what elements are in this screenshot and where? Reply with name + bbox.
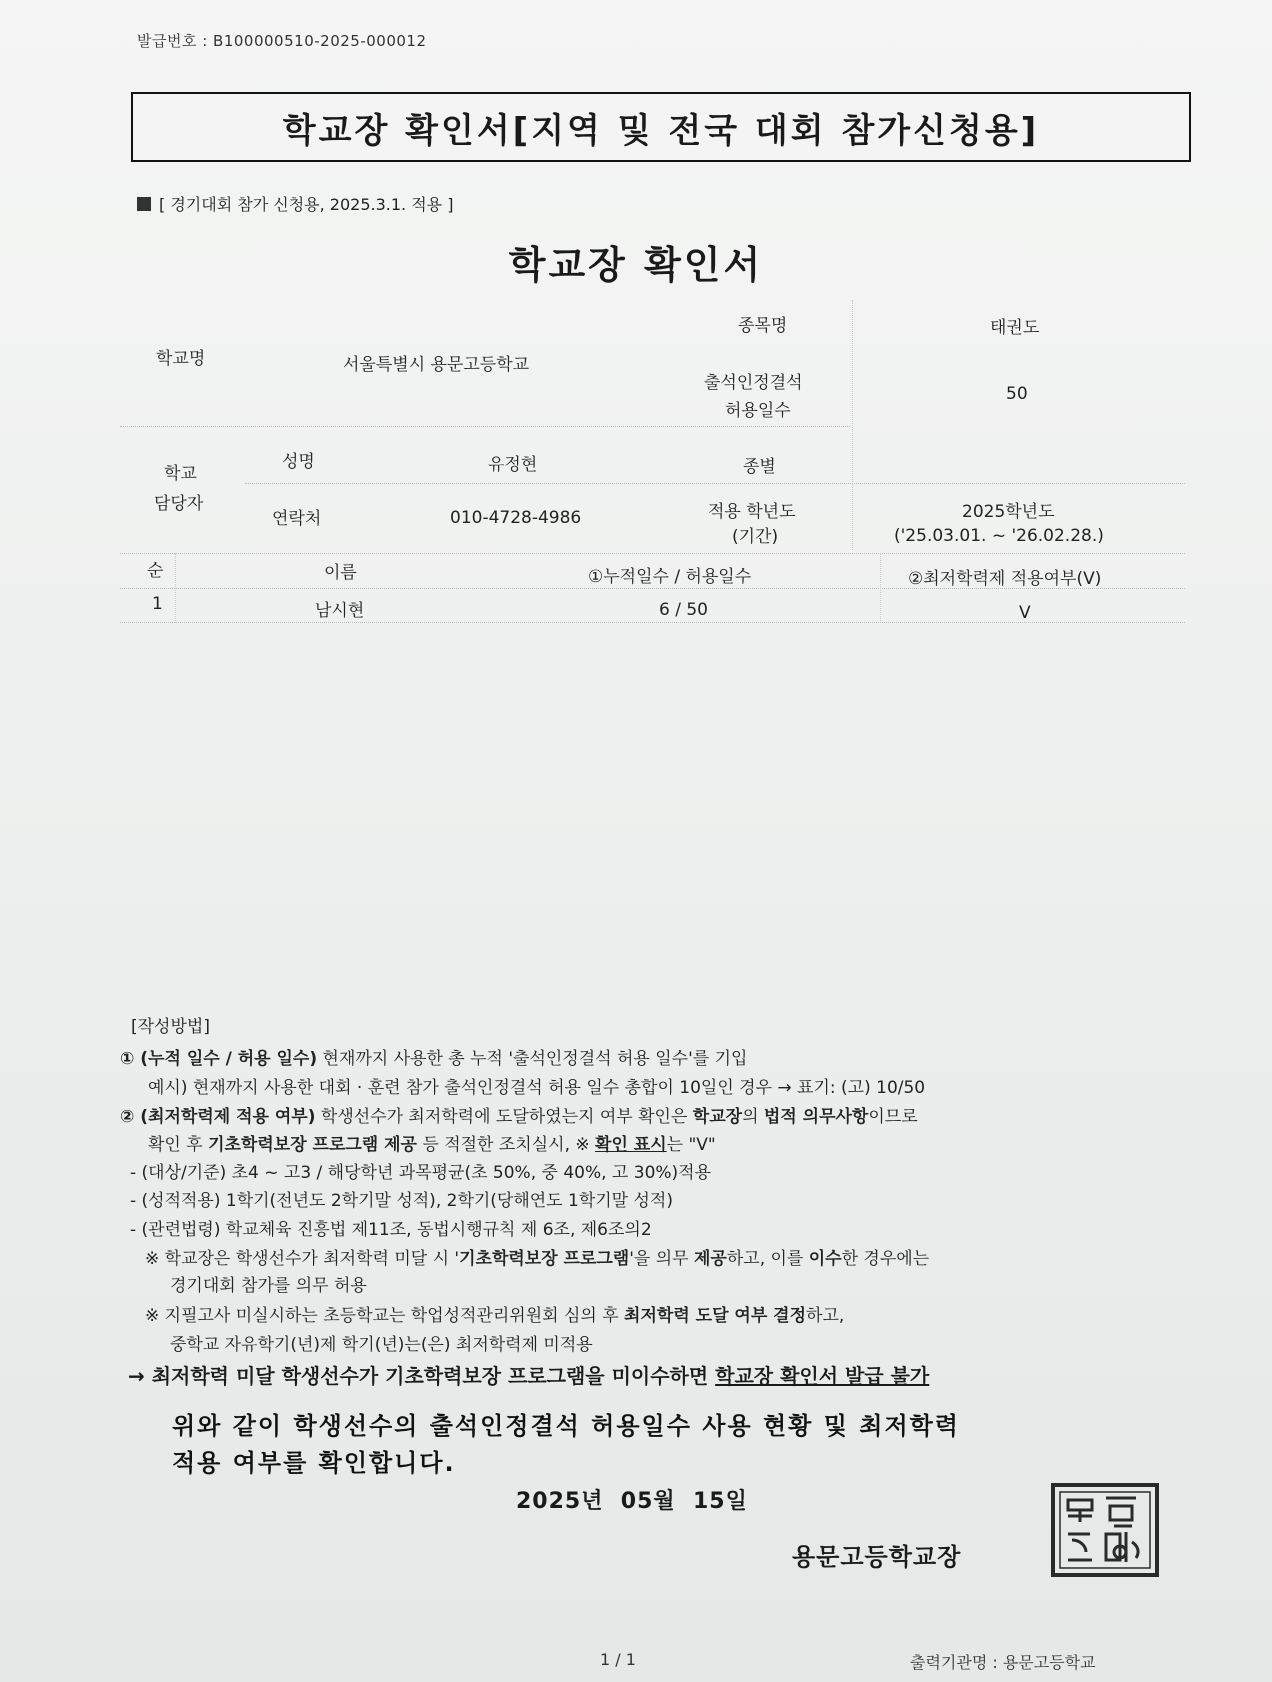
guide-line-10 xyxy=(145,1301,844,1326)
year-value-2: ('25.03.01. ~ '26.02.28.) xyxy=(894,526,1104,546)
table-header-no: 순 xyxy=(147,561,164,581)
guide-line-8-emph-3: 이수 xyxy=(808,1249,842,1269)
table-header-days: ①누적일수 / 허용일수 xyxy=(588,567,752,587)
guide-line-3 xyxy=(120,1102,918,1127)
guide-line-3-emph-2: 법적 의무사항 xyxy=(763,1107,869,1127)
guide-line-3-text: 학생선수가 최저학력에 도달하였는지 여부 확인은 xyxy=(315,1107,693,1127)
table-header-name: 이름 xyxy=(324,563,357,583)
guide-line-8-emph-2: 제공 xyxy=(693,1249,727,1269)
school-name-value: 서울특별시 용문고등학교 xyxy=(343,355,530,375)
official-seal xyxy=(1050,1482,1160,1582)
confirm-line-2: 적용 여부를 확인합니다. xyxy=(172,1449,456,1477)
guide-line-8-text-2: '을 의무 xyxy=(629,1249,694,1269)
issue-number: 발급번호 : B100000510-2025-000012 xyxy=(137,32,427,50)
contact-label: 연락처 xyxy=(272,509,322,529)
name-value: 유정현 xyxy=(488,455,538,475)
guide-line-9: 경기대회 참가를 의무 허용 xyxy=(170,1276,367,1296)
table-header-min-academic: ②최저학력제 적용여부(V) xyxy=(908,569,1102,589)
output-organization: 출력기관명 : 용문고등학교 xyxy=(910,1653,1096,1672)
header-title: 학교장 확인서[지역 및 전국 대회 참가신청용] xyxy=(282,110,1040,151)
guide-line-4-underlined: 확인 표시 xyxy=(595,1135,667,1155)
divider xyxy=(120,426,850,427)
divider xyxy=(120,588,1185,589)
page-indicator: 1 / 1 xyxy=(600,1650,636,1669)
guide-line-10-text: ※ 지필고사 미실시하는 초등학교는 학업성적관리위원회 심의 후 xyxy=(145,1306,625,1326)
guide-line-8 xyxy=(145,1244,929,1269)
guide-line-3-emph-1: 학교장 xyxy=(692,1107,743,1127)
manager-label-2: 담당자 xyxy=(154,494,204,514)
divider xyxy=(245,483,1185,484)
issue-date: 2025년 05월 15일 xyxy=(516,1489,748,1514)
column-divider xyxy=(880,553,881,623)
sub-note-text: [ 경기대회 참가 신청용, 2025.3.1. 적용 ] xyxy=(159,195,454,214)
guide-line-5: - (대상/기준) 초4 ~ 고3 / 해당학년 과목평균(초 50%, 중 40%, 고 30%)적용 xyxy=(130,1163,712,1183)
event-label: 종목명 xyxy=(738,316,788,336)
guide-line-1-term: ① (누적 일수 / 허용 일수) xyxy=(120,1049,318,1069)
guide-line-12-underlined: 학교장 확인서 발급 불가 xyxy=(715,1364,930,1388)
guide-line-6: - (성적적용) 1학기(전년도 2학기말 성적), 2학기(당해연도 1학기말 성적) xyxy=(130,1191,673,1211)
guide-line-7: - (관련법령) 학교체육 진흥법 제11조, 동법시행규칙 제 6조, 제6조의2 xyxy=(130,1220,652,1240)
guide-line-8-text: ※ 학교장은 학생선수가 최저학력 미달 시 ' xyxy=(145,1249,460,1269)
divider xyxy=(120,622,1185,623)
sub-note xyxy=(137,192,453,215)
guide-line-4-text: 확인 후 xyxy=(148,1135,209,1155)
name-label: 성명 xyxy=(282,452,315,472)
guide-line-1-text: 현재까지 사용한 총 누적 '출석인정결석 허용 일수'를 기입 xyxy=(317,1049,748,1069)
column-divider xyxy=(175,553,176,623)
guide-line-4-emph: 기초학력보장 프로그램 제공 xyxy=(208,1135,417,1155)
school-name-label: 학교명 xyxy=(156,349,206,369)
year-label-2: (기간) xyxy=(732,527,779,547)
table-cell-days: 6 / 50 xyxy=(659,600,708,620)
table-cell-name: 남시현 xyxy=(315,601,365,621)
seal-icon xyxy=(1050,1482,1160,1578)
table-cell-no: 1 xyxy=(152,594,163,614)
page-title: 학교장 확인서 xyxy=(508,243,764,287)
guide-line-2: 예시) 현재까지 사용한 대회 · 훈련 참가 출석인정결석 허용 일수 총합이 10일인 경우 → 표기: (고) 10/50 xyxy=(148,1078,926,1098)
allowed-days-label-1: 출석인정결석 xyxy=(704,373,803,393)
guide-line-8-text-4: 한 경우에는 xyxy=(841,1249,930,1269)
guide-line-12-text: → 최저학력 미달 학생선수가 기초학력보장 프로그램을 미이수하면 xyxy=(128,1364,716,1388)
event-value: 태권도 xyxy=(990,318,1040,338)
header-title-box xyxy=(131,92,1191,162)
guide-line-3-term: ② (최저학력제 적용 여부) xyxy=(120,1107,316,1127)
year-label-1: 적용 학년도 xyxy=(708,502,796,522)
guide-line-4-text-2: 등 적절한 조치실시, ※ xyxy=(416,1135,596,1155)
square-bullet-icon xyxy=(137,197,151,211)
guide-line-4-text-3: 는 "V" xyxy=(666,1135,716,1155)
guide-line-11: 중학교 자유학기(년)제 학기(년)는(은) 최저학력제 미적용 xyxy=(170,1335,593,1355)
category-label: 종별 xyxy=(743,457,776,477)
guide-line-10-emph: 최저학력 도달 여부 결정 xyxy=(624,1306,807,1326)
contact-value: 010-4728-4986 xyxy=(450,508,582,528)
guide-line-8-text-3: 하고, 이를 xyxy=(726,1249,809,1269)
guide-line-3-text-2: 의 xyxy=(742,1107,764,1127)
guide-heading: [작성방법] xyxy=(131,1017,210,1037)
divider xyxy=(120,553,1185,554)
principal-name: 용문고등학교장 xyxy=(792,1543,962,1571)
confirm-line-1: 위와 같이 학생선수의 출석인정결석 허용일수 사용 현황 및 최저학력 xyxy=(172,1412,960,1440)
allowed-days-label-2: 허용일수 xyxy=(725,401,791,421)
allowed-days-value: 50 xyxy=(1006,384,1028,404)
guide-line-8-emph: 기초학력보장 프로그램 xyxy=(459,1249,630,1269)
guide-line-1 xyxy=(120,1044,747,1069)
guide-line-3-text-3: 이므로 xyxy=(868,1107,918,1127)
guide-line-12 xyxy=(128,1360,929,1389)
year-value-1: 2025학년도 xyxy=(962,502,1055,522)
manager-label-1: 학교 xyxy=(164,464,197,484)
guide-line-10-text-2: 하고, xyxy=(806,1306,845,1326)
table-cell-min-academic: V xyxy=(1019,603,1031,623)
column-divider xyxy=(852,300,853,550)
guide-line-4 xyxy=(148,1130,716,1155)
